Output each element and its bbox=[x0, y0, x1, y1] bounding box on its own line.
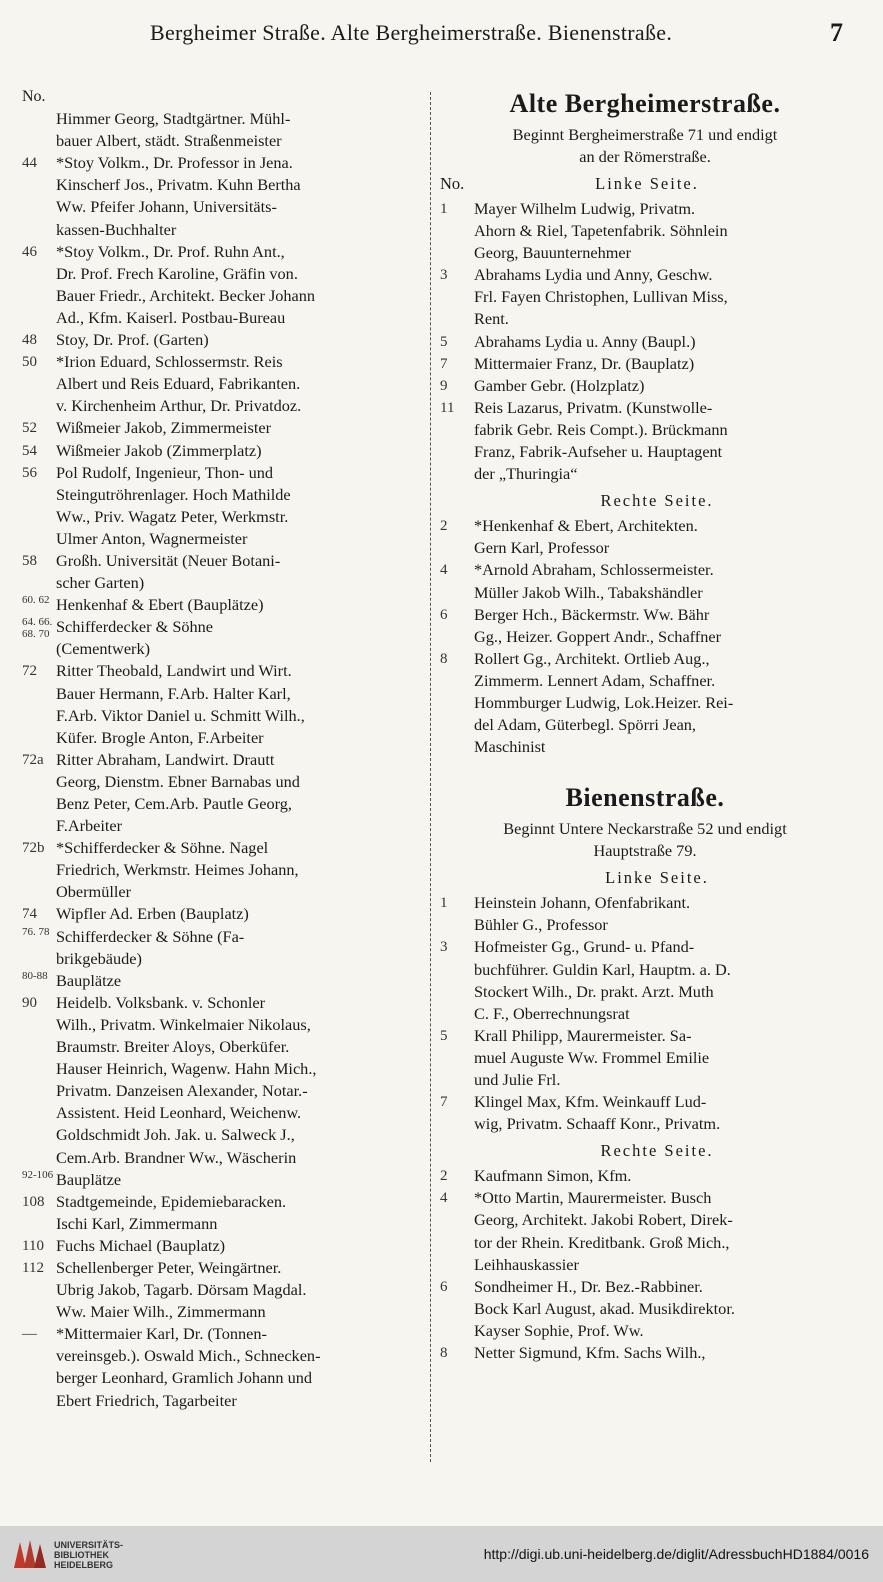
entry-line: fabrik Gebr. Reis Compt.). Brückmann bbox=[474, 419, 728, 439]
footer-bar bbox=[0, 1526, 883, 1582]
directory-entry bbox=[440, 936, 850, 1024]
entry-line: Netter Sigmund, Kfm. Sachs Wilh., bbox=[474, 1343, 706, 1363]
entry-line: del Adam, Güterbegl. Spörri Jean, bbox=[474, 715, 697, 735]
entry-line: Schifferdecker & Söhne (Fa- bbox=[56, 926, 245, 946]
street-description bbox=[440, 818, 850, 862]
entry-line: *Mittermaier Karl, Dr. (Tonnen- bbox=[56, 1324, 267, 1344]
directory-entry bbox=[440, 353, 850, 375]
directory-entry bbox=[22, 417, 420, 439]
entry-line: Hauser Heinrich, Wagenw. Hahn Mich., bbox=[56, 1059, 317, 1079]
entry-line: kassen-Buchhalter bbox=[56, 219, 177, 239]
entry-line: Ritter Abraham, Landwirt. Drautt bbox=[56, 749, 275, 769]
directory-entry bbox=[440, 559, 850, 603]
entry-line: Ahorn & Riel, Tapetenfabrik. Söhnlein bbox=[474, 221, 728, 241]
house-number: 60. 62 bbox=[22, 594, 50, 607]
entry-line: Dr. Prof. Frech Karoline, Gräfin von. bbox=[56, 263, 298, 283]
logo-text-line: HEIDELBERG bbox=[54, 1560, 114, 1570]
directory-entry bbox=[22, 152, 420, 240]
street-title-alte-bergheimerstrasse: Alte Bergheimerstraße. bbox=[509, 89, 781, 118]
page-number: 7 bbox=[830, 18, 843, 47]
entry-line: v. Kirchenheim Arthur, Dr. Privatdoz. bbox=[56, 396, 302, 416]
directory-entry bbox=[22, 440, 420, 462]
entry-line: Ubrig Jakob, Tagarb. Dörsam Magdal. bbox=[56, 1280, 307, 1300]
entry-line: Cem.Arb. Brandner Ww., Wäscherin bbox=[56, 1147, 297, 1167]
entry-text bbox=[56, 329, 420, 351]
entry-line: Albert und Reis Eduard, Fabrikanten. bbox=[56, 374, 301, 394]
entry-line: Bühler G., Professor bbox=[474, 915, 608, 935]
entry-text bbox=[56, 1235, 420, 1257]
house-number: 90 bbox=[22, 994, 37, 1011]
side-label-text: Linke Seite. bbox=[595, 174, 699, 193]
directory-entry bbox=[440, 264, 850, 330]
house-number: 64. 66. 68. 70 bbox=[22, 616, 53, 641]
entry-text bbox=[474, 1165, 850, 1187]
house-number bbox=[22, 108, 56, 152]
entry-line: Frl. Fayen Christophen, Lullivan Miss, bbox=[474, 287, 728, 307]
house-number: 4 bbox=[440, 1190, 448, 1207]
column-divider bbox=[430, 92, 431, 1462]
entry-text bbox=[474, 331, 850, 353]
house-number: 92-106 bbox=[22, 1168, 54, 1181]
entry-line: *Arnold Abraham, Schlossermeister. bbox=[474, 560, 714, 580]
entry-line: Braumstr. Breiter Aloys, Oberküfer. bbox=[56, 1037, 290, 1057]
entry-text bbox=[56, 616, 420, 660]
entry-text bbox=[474, 198, 850, 264]
entry-text bbox=[474, 936, 850, 1024]
page-title: Bergheimer Straße. Alte Bergheimerstraße. Bienenstraße. bbox=[150, 20, 673, 45]
entry-line: Müller Jakob Wilh., Tabakshändler bbox=[474, 582, 703, 602]
directory-entry bbox=[22, 1235, 420, 1257]
entry-line: Bauer Friedr., Architekt. Becker Johann bbox=[56, 285, 316, 305]
house-number: 58 bbox=[22, 552, 37, 569]
house-number: 1 bbox=[440, 895, 448, 912]
entry-line: vereinsgeb.). Oswald Mich., Schnecken- bbox=[56, 1346, 321, 1366]
library-seal-icon bbox=[10, 1536, 48, 1572]
house-number: 54 bbox=[22, 442, 37, 459]
entry-line: brikgebäude) bbox=[56, 948, 142, 968]
house-number: 2 bbox=[440, 518, 448, 535]
house-number: 112 bbox=[22, 1259, 44, 1276]
entry-line: Himmer Georg, Stadtgärtner. Mühl- bbox=[56, 109, 291, 129]
entry-line: *Irion Eduard, Schlossermstr. Reis bbox=[56, 352, 283, 372]
entry-text bbox=[56, 462, 420, 550]
entry-line: (Cementwerk) bbox=[56, 639, 151, 659]
directory-entry bbox=[440, 375, 850, 397]
entry-line: Rollert Gg., Architekt. Ortlieb Aug., bbox=[474, 648, 710, 668]
side-label-left bbox=[440, 172, 850, 196]
entry-line: *Otto Martin, Maurermeister. Busch bbox=[474, 1188, 712, 1208]
house-number: 110 bbox=[22, 1237, 44, 1254]
entry-line: Abrahams Lydia u. Anny (Baupl.) bbox=[474, 331, 696, 351]
house-number: 9 bbox=[440, 377, 448, 394]
entry-line: Mayer Wilhelm Ludwig, Privatm. bbox=[474, 199, 696, 218]
entry-line: Abrahams Lydia und Anny, Geschw. bbox=[474, 265, 713, 285]
entry-line: Assistent. Heid Leonhard, Weichenw. bbox=[56, 1103, 302, 1123]
side-label-text: Rechte Seite. bbox=[600, 491, 714, 511]
entry-line: Ww. Maier Wilh., Zimmermann bbox=[56, 1302, 266, 1322]
house-number: 11 bbox=[440, 399, 455, 416]
side-label-text: Linke Seite. bbox=[605, 868, 709, 888]
entry-line: F.Arb. Viktor Daniel u. Schmitt Wilh., bbox=[56, 705, 305, 725]
entry-text bbox=[56, 594, 420, 616]
entry-text bbox=[474, 604, 850, 648]
house-number: 7 bbox=[440, 355, 448, 372]
entry-line: *Stoy Volkm., Dr. Prof. Ruhn Ant., bbox=[56, 241, 285, 261]
entry-text bbox=[474, 353, 850, 375]
entry-text bbox=[474, 397, 850, 485]
directory-entry bbox=[22, 837, 420, 903]
entry-line: F.Arbeiter bbox=[56, 816, 123, 836]
logo-text-line: BIBLIOTHEK bbox=[54, 1550, 109, 1560]
entry-text bbox=[474, 264, 850, 330]
entry-text bbox=[56, 1191, 420, 1235]
directory-entry bbox=[22, 108, 420, 152]
house-number: 8 bbox=[440, 1345, 448, 1362]
house-number: 6 bbox=[440, 1278, 448, 1295]
side-label-right bbox=[440, 489, 850, 513]
entry-line: Steingutröhrenlager. Hoch Mathilde bbox=[56, 484, 291, 504]
directory-entry bbox=[22, 992, 420, 1169]
house-number: 44 bbox=[22, 155, 37, 172]
left-entries-list bbox=[22, 108, 420, 1412]
entries-list bbox=[440, 892, 850, 1135]
entry-line: Henkenhaf & Ebert (Bauplätze) bbox=[56, 595, 264, 615]
entry-line: Wilh., Privatm. Winkelmaier Nikolaus, bbox=[56, 1014, 311, 1034]
entry-line: Fuchs Michael (Bauplatz) bbox=[56, 1235, 226, 1255]
street-description-line: Beginnt Untere Neckarstraße 52 und endigt bbox=[503, 819, 787, 839]
directory-entry bbox=[440, 1091, 850, 1135]
entry-text bbox=[474, 515, 850, 559]
entry-line: Georg, Bauunternehmer bbox=[474, 243, 632, 263]
entry-line: Franz, Fabrik-Aufseher u. Hauptagent bbox=[474, 442, 723, 462]
entry-line: Gamber Gebr. (Holzplatz) bbox=[474, 375, 645, 395]
street-description-line: an der Römerstraße. bbox=[579, 147, 711, 166]
entry-line: berger Leonhard, Gramlich Johann und bbox=[56, 1368, 313, 1388]
entry-line: Ww. Pfeifer Johann, Universitäts- bbox=[56, 197, 277, 217]
entry-line: Kayser Sophie, Prof. Ww. bbox=[474, 1320, 644, 1340]
entry-line: Krall Philipp, Maurermeister. Sa- bbox=[474, 1025, 692, 1045]
entry-line: Bauer Hermann, F.Arb. Halter Karl, bbox=[56, 683, 291, 703]
directory-entry bbox=[22, 660, 420, 748]
directory-entry bbox=[440, 1342, 850, 1364]
directory-entry bbox=[440, 331, 850, 353]
directory-entry bbox=[22, 1257, 420, 1323]
entry-text bbox=[56, 1257, 420, 1323]
entry-line: Kinscherf Jos., Privatm. Kuhn Bertha bbox=[56, 175, 301, 195]
house-number: 8 bbox=[440, 650, 448, 667]
entry-line: Hofmeister Gg., Grund- u. Pfand- bbox=[474, 937, 695, 957]
entry-text bbox=[56, 749, 420, 837]
source-url-link[interactable]: http://digi.ub.uni-heidelberg.de/diglit/AdressbuchHD1884/0016 bbox=[483, 1546, 869, 1562]
street-description bbox=[440, 124, 850, 168]
directory-entry bbox=[22, 616, 420, 660]
entry-text bbox=[56, 351, 420, 417]
entry-line: Bauplätze bbox=[56, 1169, 122, 1189]
house-number: 74 bbox=[22, 906, 37, 923]
entry-text bbox=[474, 1276, 850, 1342]
directory-entry bbox=[22, 749, 420, 837]
house-number: 7 bbox=[440, 1094, 448, 1111]
entry-line: Ad., Kfm. Kaiserl. Postbau-Bureau bbox=[56, 307, 286, 327]
street-description-line: Hauptstraße 79. bbox=[593, 841, 697, 861]
entry-text bbox=[474, 559, 850, 603]
right-column bbox=[440, 86, 850, 1364]
entry-line: Ulmer Anton, Wagnermeister bbox=[56, 528, 248, 548]
directory-entry bbox=[22, 329, 420, 351]
house-number: 6 bbox=[440, 606, 448, 623]
entry-line: Privatm. Danzeisen Alexander, Notar.- bbox=[56, 1081, 308, 1101]
entry-line: Stoy, Dr. Prof. (Garten) bbox=[56, 330, 209, 350]
entry-text bbox=[474, 648, 850, 758]
entry-line: Schellenberger Peter, Weingärtner. bbox=[56, 1257, 282, 1277]
house-number: 52 bbox=[22, 420, 37, 437]
page-header bbox=[0, 18, 883, 54]
street-description-line: Beginnt Bergheimerstraße 71 und endigt bbox=[512, 125, 778, 144]
entry-text bbox=[56, 660, 420, 748]
house-number: 1 bbox=[440, 201, 448, 217]
entry-line: Ebert Friedrich, Tagarbeiter bbox=[56, 1390, 237, 1410]
house-number: 3 bbox=[440, 939, 448, 956]
entry-line: Goldschmidt Joh. Jak. u. Salweck J., bbox=[56, 1125, 295, 1145]
directory-entry bbox=[440, 515, 850, 559]
entry-text bbox=[56, 417, 420, 439]
entry-line: *Schifferdecker & Söhne. Nagel bbox=[56, 838, 269, 858]
house-number: 50 bbox=[22, 354, 37, 371]
entry-line: wig, Privatm. Schaaff Konr., Privatm. bbox=[474, 1114, 721, 1134]
entry-line: muel Auguste Ww. Frommel Emilie bbox=[474, 1047, 710, 1067]
entry-line: Pol Rudolf, Ingenieur, Thon- und bbox=[56, 462, 274, 482]
entry-text bbox=[56, 926, 420, 970]
directory-entry bbox=[440, 892, 850, 936]
entry-line: Georg, Architekt. Jakobi Robert, Direk- bbox=[474, 1210, 733, 1230]
entry-line: Ischi Karl, Zimmermann bbox=[56, 1213, 218, 1233]
entry-line: *Stoy Volkm., Dr. Professor in Jena. bbox=[56, 153, 293, 173]
library-logo-text bbox=[54, 1540, 123, 1570]
directory-entry bbox=[440, 1187, 850, 1275]
entry-text bbox=[56, 992, 420, 1169]
entry-line: Wißmeier Jakob, Zimmermeister bbox=[56, 418, 272, 438]
side-label-left bbox=[440, 866, 850, 890]
entry-line: Stadtgemeinde, Epidemiebaracken. bbox=[56, 1191, 287, 1211]
house-number: 76. 78 bbox=[22, 925, 50, 938]
entry-line: Heidelb. Volksbank. v. Schonler bbox=[56, 992, 266, 1012]
entry-text bbox=[56, 241, 420, 329]
directory-entry bbox=[22, 462, 420, 550]
directory-entry bbox=[22, 241, 420, 329]
entries-list bbox=[440, 198, 850, 485]
entry-line: Mittermaier Franz, Dr. (Bauplatz) bbox=[474, 353, 695, 373]
entry-text bbox=[474, 892, 850, 936]
entry-line: Großh. Universität (Neuer Botani- bbox=[56, 550, 281, 570]
house-number: 4 bbox=[440, 562, 448, 579]
entry-text bbox=[56, 1169, 420, 1191]
entry-line: Berger Hch., Bäckermstr. Ww. Bähr bbox=[474, 604, 710, 624]
house-number: 5 bbox=[440, 1027, 448, 1044]
entry-line: Bauplätze bbox=[56, 970, 122, 990]
entry-line: Leihhauskassier bbox=[474, 1254, 579, 1274]
house-number: 108 bbox=[22, 1193, 45, 1210]
entry-line: C. F., Oberrechnungsrat bbox=[474, 1003, 630, 1023]
number-column-label: No. bbox=[440, 174, 465, 193]
directory-entry bbox=[440, 198, 850, 264]
directory-entry bbox=[22, 1191, 420, 1235]
directory-entry bbox=[22, 594, 420, 616]
entry-line: Georg, Dienstm. Ebner Barnabas und bbox=[56, 771, 300, 791]
entry-line: Wißmeier Jakob (Zimmerplatz) bbox=[56, 440, 262, 460]
entries-list bbox=[440, 1165, 850, 1364]
entry-line: Hommburger Ludwig, Lok.Heizer. Rei- bbox=[474, 692, 734, 712]
house-number: 56 bbox=[22, 464, 37, 481]
entry-text bbox=[474, 1342, 850, 1364]
directory-entry bbox=[22, 926, 420, 970]
house-number: 46 bbox=[22, 243, 37, 260]
entry-text bbox=[56, 550, 420, 594]
street-title-bienenstrasse: Bienenstraße. bbox=[565, 783, 725, 813]
entry-line: buchführer. Guldin Karl, Hauptm. a. D. bbox=[474, 959, 731, 979]
entry-text bbox=[474, 1025, 850, 1091]
house-number: 3 bbox=[440, 267, 448, 284]
left-column bbox=[22, 86, 420, 1412]
entry-line: Schifferdecker & Söhne bbox=[56, 617, 214, 637]
entry-line: Zimmerm. Lennert Adam, Schaffner. bbox=[474, 670, 716, 690]
house-number: 72a bbox=[22, 751, 44, 768]
number-column-label: No. bbox=[22, 88, 46, 105]
house-number: 72b bbox=[22, 840, 45, 857]
entry-line: Heinstein Johann, Ofenfabrikant. bbox=[474, 893, 691, 913]
entry-line: Kaufmann Simon, Kfm. bbox=[474, 1166, 632, 1186]
entry-line: Benz Peter, Cem.Arb. Pautle Georg, bbox=[56, 794, 292, 813]
directory-entry bbox=[440, 1276, 850, 1342]
entry-line: der „Thuringia“ bbox=[474, 464, 578, 484]
entry-text bbox=[474, 375, 850, 397]
directory-entry bbox=[22, 351, 420, 417]
entry-line: Küfer. Brogle Anton, F.Arbeiter bbox=[56, 727, 264, 747]
entries-list bbox=[440, 515, 850, 758]
entry-line: Obermüller bbox=[56, 882, 132, 902]
entry-text bbox=[56, 440, 420, 462]
entry-text bbox=[474, 1091, 850, 1135]
entry-line: Stockert Wilh., Dr. prakt. Arzt. Muth bbox=[474, 981, 714, 1001]
entry-line: bauer Albert, städt. Straßenmeister bbox=[56, 131, 282, 151]
directory-entry bbox=[440, 397, 850, 485]
entry-line: Klingel Max, Kfm. Weinkauff Lud- bbox=[474, 1092, 707, 1112]
entry-text bbox=[474, 1187, 850, 1275]
entry-line: Gg., Heizer. Goppert Andr., Schaffner bbox=[474, 626, 722, 646]
entry-text bbox=[56, 903, 420, 925]
entry-line: scher Garten) bbox=[56, 573, 145, 593]
entry-line: Gern Karl, Professor bbox=[474, 538, 610, 558]
entry-line: Bock Karl August, akad. Musikdirektor. bbox=[474, 1298, 735, 1318]
entry-text bbox=[56, 970, 420, 992]
entry-line: Friedrich, Werkmstr. Heimes Johann, bbox=[56, 860, 299, 880]
house-number: 80-88 bbox=[22, 969, 48, 982]
house-number: — bbox=[22, 1326, 37, 1343]
directory-entry bbox=[22, 1169, 420, 1191]
entry-line: Ww., Priv. Wagatz Peter, Werkmstr. bbox=[56, 506, 289, 526]
logo-text-line: UNIVERSITÄTS- bbox=[54, 1540, 124, 1550]
entry-text bbox=[56, 837, 420, 903]
directory-entry bbox=[440, 648, 850, 758]
directory-entry bbox=[22, 970, 420, 992]
entry-line: Rent. bbox=[474, 309, 509, 329]
directory-entry bbox=[22, 1323, 420, 1411]
directory-entry bbox=[22, 903, 420, 925]
side-label-right bbox=[440, 1139, 850, 1163]
entry-line: Maschinist bbox=[474, 737, 546, 757]
house-number: 2 bbox=[440, 1168, 448, 1185]
house-number: 5 bbox=[440, 333, 448, 350]
entry-text bbox=[56, 152, 420, 240]
entry-line: *Henkenhaf & Ebert, Architekten. bbox=[474, 516, 698, 536]
entry-text bbox=[56, 1323, 420, 1411]
house-number: 48 bbox=[22, 332, 37, 349]
directory-entry bbox=[440, 1025, 850, 1091]
entry-line: Wipfler Ad. Erben (Bauplatz) bbox=[56, 904, 249, 924]
entry-line: tor der Rhein. Kreditbank. Groß Mich., bbox=[474, 1232, 730, 1252]
entry-line: Sondheimer H., Dr. Bez.-Rabbiner. bbox=[474, 1276, 703, 1296]
entry-line: und Julie Frl. bbox=[474, 1070, 561, 1089]
entry-text bbox=[56, 108, 420, 152]
directory-entry bbox=[440, 604, 850, 648]
side-label-text: Rechte Seite. bbox=[600, 1141, 714, 1161]
directory-entry bbox=[22, 550, 420, 594]
entry-line: Ritter Theobald, Landwirt und Wirt. bbox=[56, 661, 292, 681]
directory-entry bbox=[440, 1165, 850, 1187]
house-number: 72 bbox=[22, 663, 37, 680]
entry-line: Reis Lazarus, Privatm. (Kunstwolle- bbox=[474, 397, 713, 417]
